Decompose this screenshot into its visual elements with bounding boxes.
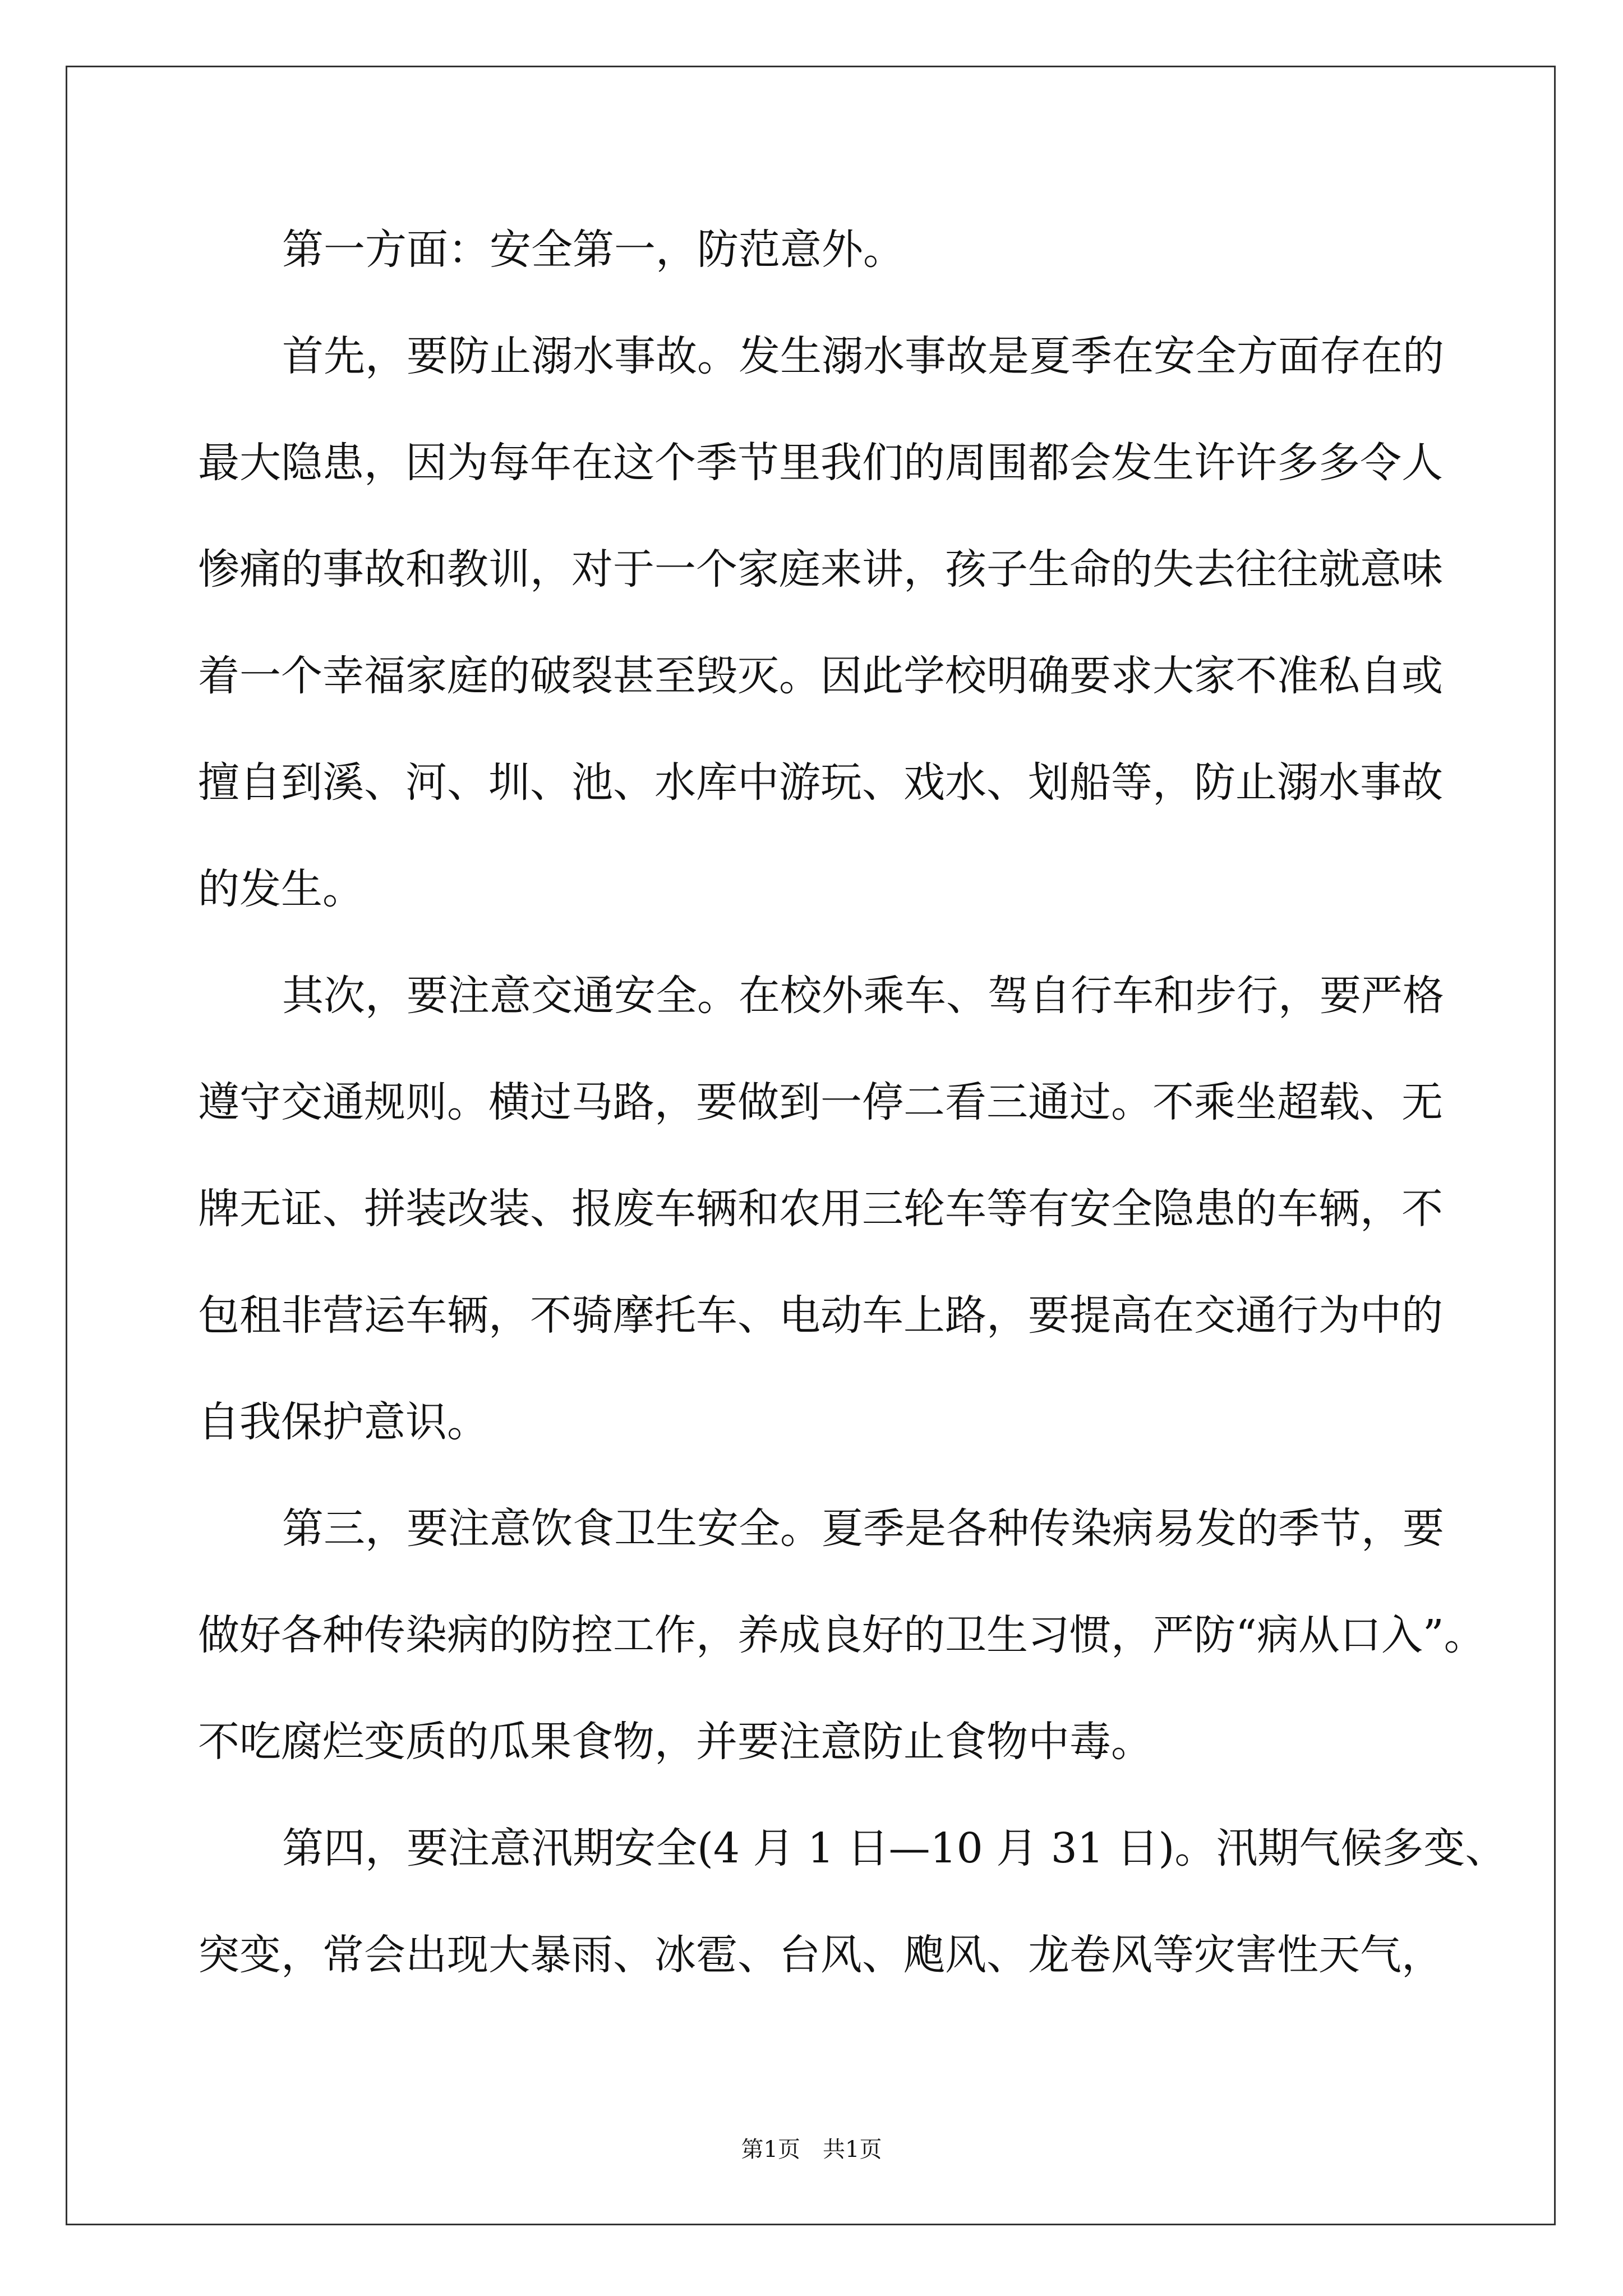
paragraph-heading: 第一方面：安全第一，防范意外。 <box>282 226 905 274</box>
text-line: 突变，常会出现大暴雨、冰雹、台风、飑风、龙卷风等灾害性天气， <box>198 1931 1443 1979</box>
text-line: 做好各种传染病的防控工作，养成良好的卫生习惯，严防“病从口入”。 <box>198 1611 1486 1659</box>
page-border <box>66 66 1556 2225</box>
text-line: 第四，要注意汛期安全(4 月 1 日—10 月 31 日)。汛期气候多变、 <box>282 1824 1507 1872</box>
text-line: 遵守交通规则。横过马路，要做到一停二看三通过。不乘坐超载、无 <box>198 1078 1443 1126</box>
text-line: 首先，要防止溺水事故。发生溺水事故是夏季在安全方面存在的 <box>282 332 1444 380</box>
text-line: 不吃腐烂变质的瓜果食物，并要注意防止食物中毒。 <box>198 1718 1152 1766</box>
text-line: 擅自到溪、河、圳、池、水库中游玩、戏水、划船等，防止溺水事故 <box>198 758 1443 807</box>
text-line: 其次，要注意交通安全。在校外乘车、驾自行车和步行，要严格 <box>282 972 1444 1020</box>
text-line: 自我保护意识。 <box>198 1398 488 1446</box>
text-line: 牌无证、拼装改装、报废车辆和农用三轮车等有安全隐患的车辆，不 <box>198 1185 1443 1233</box>
text-line: 惨痛的事故和教训，对于一个家庭来讲，孩子生命的失去往往就意味 <box>198 545 1443 593</box>
text-line: 包租非营运车辆，不骑摩托车、电动车上路，要提高在交通行为中的 <box>198 1291 1443 1340</box>
text-line: 着一个幸福家庭的破裂甚至毁灭。因此学校明确要求大家不准私自或 <box>198 652 1443 700</box>
page-footer: 第1页 共1页 <box>741 2137 882 2162</box>
text-line: 最大隐患，因为每年在这个季节里我们的周围都会发生许许多多令人 <box>198 439 1443 487</box>
text-line: 第三，要注意饮食卫生安全。夏季是各种传染病易发的季节，要 <box>282 1504 1444 1553</box>
text-line: 的发生。 <box>198 865 364 913</box>
